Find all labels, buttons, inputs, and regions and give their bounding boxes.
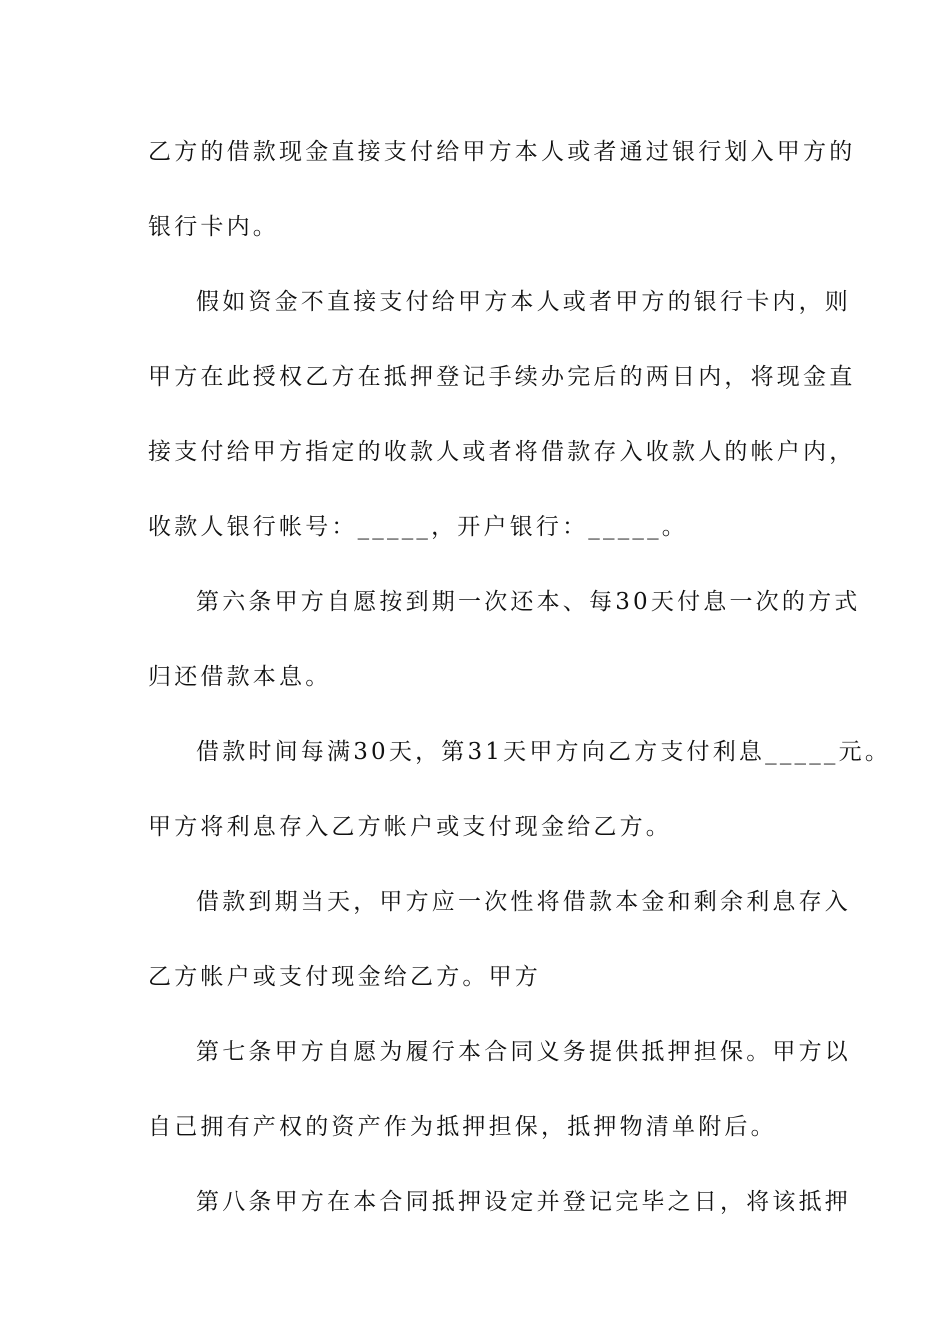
text-line: 收款人银行帐号：_____，开户银行：_____。 xyxy=(148,514,688,540)
paragraph-start-line: 借款时间每满30天，第31天甲方向乙方支付利息_____元。 xyxy=(196,739,892,765)
article-8-line: 第八条甲方在本合同抵押设定并登记完毕之日，将该抵押 xyxy=(196,1189,851,1215)
paragraph-start-line: 假如资金不直接支付给甲方本人或者甲方的银行卡内，则 xyxy=(196,289,851,315)
article-7-line: 第七条甲方自愿为履行本合同义务提供抵押担保。甲方以 xyxy=(196,1039,851,1065)
article-6-line: 第六条甲方自愿按到期一次还本、每30天付息一次的方式 xyxy=(196,589,861,615)
text-line: 甲方在此授权乙方在抵押登记手续办完后的两日内，将现金直 xyxy=(148,364,856,390)
text-line: 归还借款本息。 xyxy=(148,664,332,690)
paragraph-start-line: 借款到期当天，甲方应一次性将借款本金和剩余利息存入 xyxy=(196,889,851,915)
text-line: 自己拥有产权的资产作为抵押担保，抵押物清单附后。 xyxy=(148,1114,777,1140)
text-line: 甲方将利息存入乙方帐户或支付现金给乙方。 xyxy=(148,814,672,840)
text-line: 银行卡内。 xyxy=(148,214,279,240)
text-line: 乙方的借款现金直接支付给甲方本人或者通过银行划入甲方的 xyxy=(148,139,856,165)
text-line: 接支付给甲方指定的收款人或者将借款存入收款人的帐户内， xyxy=(148,439,856,465)
text-line: 乙方帐户或支付现金给乙方。甲方 xyxy=(148,964,541,990)
